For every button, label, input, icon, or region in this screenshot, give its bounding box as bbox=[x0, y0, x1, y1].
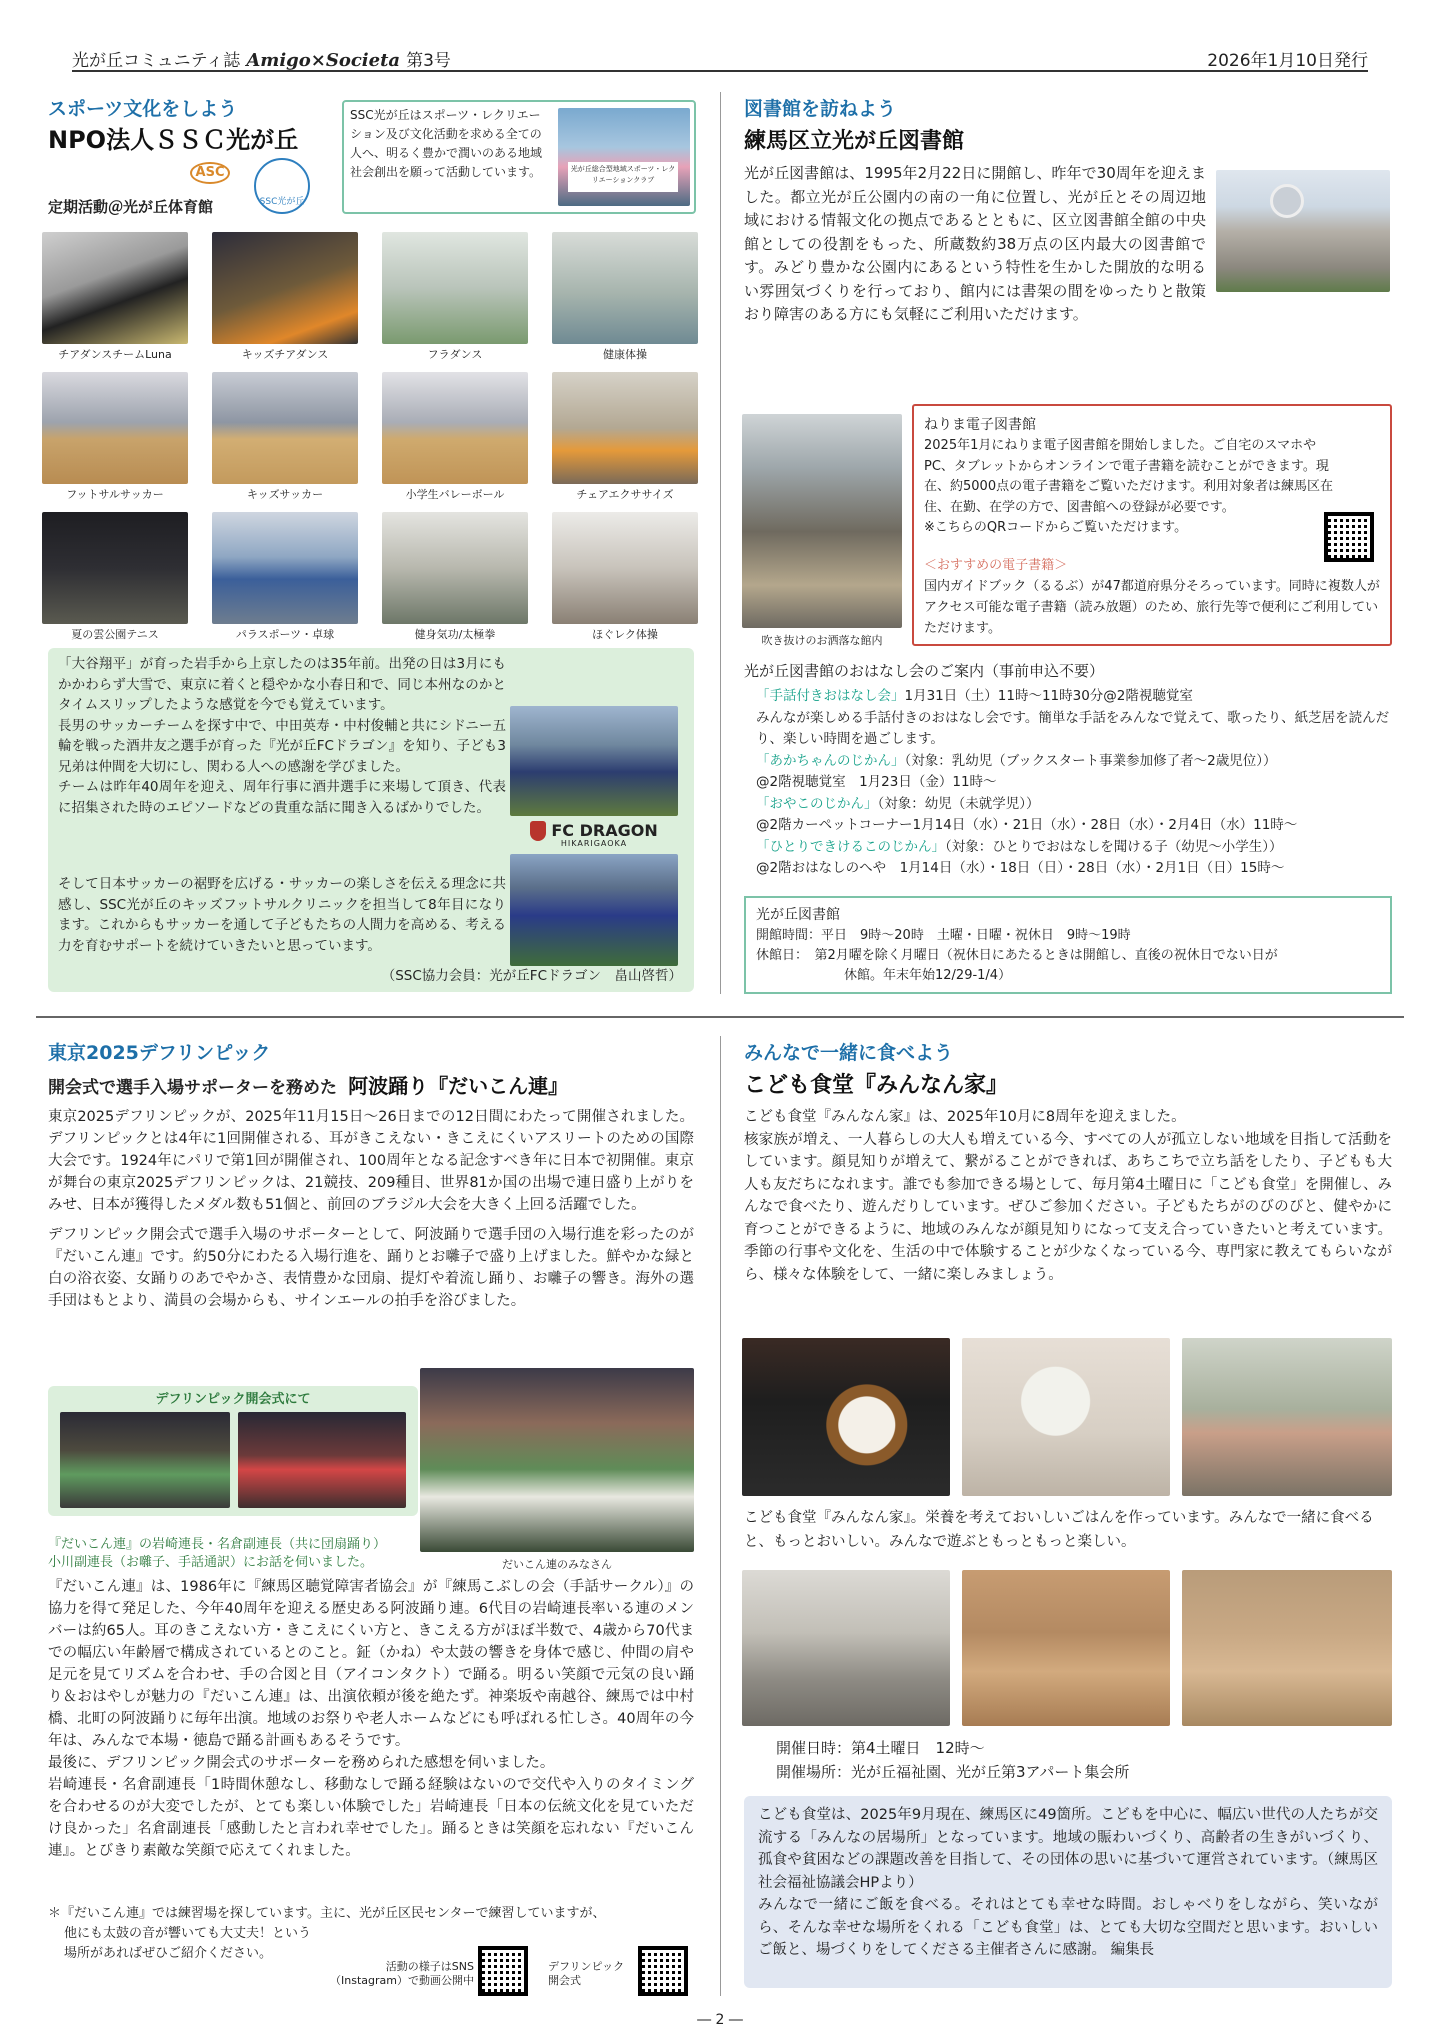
ebook-qr-note: ※こちらのQRコードからご覧いただけます。 bbox=[924, 520, 1188, 535]
deaf-title-main: 阿波踊り『だいこん連』 bbox=[348, 1074, 569, 1098]
ebook-text bbox=[924, 436, 1338, 539]
event-line bbox=[756, 815, 1400, 837]
sports-intro-text: SSC光が丘はスポーツ・レクリエーション及び文化活動を求める全ての人へ、明るく豊かで潤いのある地域社会創出を願って活動しています。 bbox=[350, 108, 543, 179]
deaf-paragraph-2: デフリンピック開会式で選手入場のサポーターとして、阿波踊りで選手団の入場行進を彩ったのが『だいこん連』です。約50分にわたる入場行進を、踊りとお囃子で盛り上げました。鮮やかな緑と白の浴衣姿、女踊りのあでやかさ、表情豊かな団扇、提灯や着流し踊り、お囃子の響き。海外の選手団はもとより、満員の会場からも、サインエールの拍手を浴びました。 bbox=[48, 1227, 694, 1309]
kids-play-photo-1 bbox=[962, 1570, 1170, 1726]
ssc-logo-text: SSC光が丘 bbox=[259, 197, 305, 207]
header-left bbox=[72, 46, 451, 71]
story-paragraph-2: 長男のサッカーチームを探す中で、中田英寿・中村俊輔と共にシドニー五輪を戦った酒井友之選手が育った『光が丘FCドラゴン』を知り、子ども3兄弟は仲間を大切にし、関わる人への感謝を学びました。 bbox=[58, 717, 506, 775]
interview-caption-1: 『だいこん連』の岩崎連長・名倉副連長（共に団扇踊り） bbox=[48, 1537, 387, 1552]
fc-dragon-story-box bbox=[48, 648, 694, 992]
ebook-text-body: 2025年1月にねりま電子図書館を開始しました。ご自宅のスマホやPC、タブレットからオンラインで電子書籍を読むことができます。現在、約5000点の電子書籍をご覧いただけます。利用対象者は練馬区在住、在勤、在学の方で、図書館への登録が必要です。 bbox=[924, 438, 1334, 515]
deaf-category: 東京2025デフリンピック bbox=[48, 1042, 271, 1064]
deaf-paragraph-1: 東京2025デフリンピックが、2025年11月15日～26日までの12日間にわたって開催されました。デフリンピックとは4年に1回開催される、耳がきこえない・きこえにくいアスリートのための国際大会です。1924年にパリで第1回が開催され、100周年となる記念すべき年に日本で初開催。東京が舞台の東京2025デフリンピックは、21競技、209種目、世界81か国の出場で連日盛り上がりをみせ、日本が獲得したメダル数も51個と、前回のブラジル大会を大きく上回る活躍でした。 bbox=[48, 1109, 694, 1213]
kids-dining-photo bbox=[742, 1570, 950, 1726]
ssc-banner: 光が丘総合型地域スポーツ・レクリエーションクラブ bbox=[568, 162, 678, 192]
caption-chair-exercise: チェアエクササイズ bbox=[576, 488, 674, 501]
photo-kids-soccer bbox=[212, 372, 358, 484]
library-events-title: 光が丘図書館のおはなし会のご案内（事前申込不要） bbox=[744, 662, 1105, 680]
ceremony-photo-box bbox=[48, 1386, 418, 1516]
fc-dragon-crest-icon bbox=[530, 821, 546, 841]
kids-info-paragraph-2: みんなで一緒にご飯を食べる。それはとても幸せな時間。おしゃべりをしながら、笑いながら、そんな幸せな場所をくれる「こども食堂」は、とても大切な空間だと思います。おいしいご飯と、場づくりをしてくださる主催者さんに感謝。 編集長 bbox=[758, 1897, 1378, 1958]
magazine-name: 光が丘コミュニティ誌 bbox=[72, 51, 241, 71]
deaf-paragraph-3: 『だいこん連』は、1986年に『練馬区聴覚障害者協会』が『練馬こぶしの会（手話サークル）』の協力を得て発足した、今年40周年を迎える歴史ある阿波踊り連。6代目の岩崎連長率いる連のメンバーは約65人。耳のきこえない方・きこえにくい方と、きこえる方がほぼ半数で、4歳から70代までの幅広い年齢層で構成されているとのこと。鉦（かね）や太鼓の響きを身体で感じ、仲間の肩や足元を見てリズムを合わせ、手の合図と目（アイコンタクト）で踊る。明るい笑顔で元気の良い踊り＆おはやしが魅力の『だいこん連』は、出演依頼が後を絶たず。神楽坂や南越谷、練馬では中村橋、北町の阿波踊りに毎年出演。地域のお祭りや老人ホームなどにも呼ばれる忙しさ。40周年の今年は、みんなで本場・徳島で踊る計画もあるそうです。 bbox=[48, 1579, 694, 1749]
sports-title: NPO法人ＳＳＣ光が丘 bbox=[48, 126, 299, 154]
kids-play-photo-2 bbox=[1182, 1570, 1392, 1726]
deaf-story bbox=[48, 1576, 694, 1862]
deaf-paragraph-4: 最後に、デフリンピック開会式のサポーターを務められた感想を伺いました。 bbox=[48, 1755, 555, 1771]
magazine-logo: Amigo×Societa bbox=[246, 50, 401, 71]
library-hours: 開館時間：平日 9時～20時 土曜・日曜・祝休日 9時～19時 bbox=[756, 928, 1131, 943]
ceremony-photo-2 bbox=[238, 1412, 406, 1508]
deaf-title-pre: 開会式で選手入場サポーターを務めた bbox=[48, 1078, 337, 1098]
story-paragraph-4: そして日本サッカーの裾野を広げる・サッカーの楽しさを伝える理念に共感し、SSC光が丘のキッズフットサルクリニックを担当して8年目になります。これからもサッカーを通して子どもたちの人間力を高める、考える力を育むサポートを続けていきたいと思っています。 bbox=[58, 876, 506, 954]
library-body bbox=[744, 162, 1394, 303]
caption-volleyball: 小学生バレーボール bbox=[405, 488, 505, 501]
photo-tennis bbox=[42, 512, 188, 624]
event-detail: （対象：乳幼児（ブックスタート事業参加修了者～2歳児位）） bbox=[904, 752, 1277, 769]
photo-table-tennis bbox=[212, 512, 358, 624]
photo-kids-cheer bbox=[212, 232, 358, 344]
event-name: 「あかちゃんのじかん」 bbox=[756, 752, 905, 769]
sports-photo-grid bbox=[42, 232, 698, 641]
photo-exercise bbox=[552, 232, 698, 344]
caption-kids-cheer: キッズチアダンス bbox=[241, 348, 329, 361]
kids-photo-caption: こども食堂『みんなん家』。栄養を考えておいしいごはんを作っています。みんなで一緒に食べると、もっとおいしい。みんなで遊ぶともっともっと楽しい。 bbox=[744, 1510, 1374, 1550]
photo-hula bbox=[382, 232, 528, 344]
fc-dragon-logo-text: FC DRAGON bbox=[551, 821, 658, 840]
event-name: 「手話付きおはなし会」 bbox=[756, 688, 905, 704]
caption-hula: フラダンス bbox=[427, 348, 483, 361]
ssc-group-photo bbox=[558, 108, 690, 206]
daikon-group-caption: だいこん連のみなさん bbox=[502, 1558, 612, 1571]
caption-tennis: 夏の雲公園テニス bbox=[71, 628, 159, 641]
ebook-title: ねりま電子図書館 bbox=[924, 417, 1036, 433]
sports-subtitle: 定期活動＠光が丘体育館 bbox=[48, 198, 214, 216]
story-paragraph-1: 「大谷翔平」が育った岩手から上京したのは35年前。出発の日は3月にもかかわらず大雪で、東京に着くと穏やかな小春日和で、同じ本州なのかとタイムスリップしたような感覚を今でも覚えています。 bbox=[58, 656, 506, 713]
column-divider-top bbox=[720, 92, 721, 994]
kids-food-photo-2 bbox=[962, 1338, 1170, 1496]
fc-dragon-story bbox=[58, 654, 506, 818]
kids-info-text bbox=[758, 1804, 1378, 1962]
ebook-recommend-label: ＜おすすめの電子書籍＞ bbox=[924, 558, 1068, 573]
asc-badge: ASC bbox=[190, 162, 230, 184]
photo-futsal bbox=[42, 372, 188, 484]
deaf-qr-code[interactable] bbox=[638, 1946, 688, 1996]
library-body-text-part2 bbox=[744, 303, 1394, 399]
library-info-title: 光が丘図書館 bbox=[756, 907, 840, 923]
page-number: ― 2 ― bbox=[697, 2012, 743, 2028]
kids-cooking-photo bbox=[1182, 1338, 1392, 1496]
event-detail: @2階おはなしのへや 1月14日（水）・18日（日）・28日（水）・2月1日（日）15時～ bbox=[756, 860, 1285, 876]
library-category: 図書館を訪ねよう bbox=[744, 98, 897, 120]
deaf-paragraph-5: 岩崎連長・名倉副連長「1時間休憩なし、移動なしで踊る経験はないので交代や入りのタイミングを合わせるのが大変でしたが、とても楽しい体験でした」岩崎連長「日本の伝統文化を見ていただけ良かった」名倉副連長「感動したと言われ幸せでした」。踊るときは笑顔を忘れない『だいこん連』。とびきり素敵な笑顔で応えてくれました。 bbox=[48, 1777, 694, 1859]
issue-date: 2026年1月10日発行 bbox=[1207, 51, 1368, 71]
section-divider bbox=[36, 1016, 1404, 1018]
sns-qr-label-2: （Instagram）で動画公開中 bbox=[330, 1974, 474, 1987]
library-body-text-part1: 光が丘図書館は、1995年2月22日に開館し、昨年で30周年を迎えました。都立光が丘公園内の南の一角に位置し、光が丘とその周辺地域における情報文化の拠点であるとともに、区立図書館全館の中央館としての役割をもった、所蔵数約38万点の区内最大の図書館です。みどり豊かな公園内にあるという特性を生かした開放的な明るい雰囲気づくりを行っており、館内には書架の間をゆったりと散策 bbox=[744, 164, 1206, 300]
library-interior-photo bbox=[742, 414, 902, 628]
caption-kids-soccer: キッズサッカー bbox=[246, 488, 324, 501]
sns-qr-code[interactable] bbox=[478, 1946, 528, 1996]
event-line bbox=[756, 837, 1400, 859]
event-line bbox=[756, 708, 1400, 751]
caption-table-tennis: パラスポーツ・卓球 bbox=[235, 628, 335, 641]
caption-exercise: 健康体操 bbox=[603, 348, 647, 361]
library-closed: 休館日： 第2月曜を除く月曜日（祝休日にあたるときは開館し、直後の祝休日でない日が bbox=[756, 948, 1278, 963]
kids-schedule-time: 開催日時：第4土曜日 12時～ bbox=[776, 1739, 985, 1757]
deaf-qr-label bbox=[548, 1960, 624, 1988]
event-line bbox=[756, 772, 1400, 794]
caption-futsal: フットサルサッカー bbox=[66, 488, 164, 501]
library-events-list bbox=[756, 686, 1400, 880]
ebook-box bbox=[912, 404, 1392, 646]
ebook-recommend-text: 国内ガイドブック（るるぶ）が47都道府県分そろっています。同時に複数人がアクセス可能な電子書籍（読み放題）のため、旅行先等で便利にご利用していただけます。 bbox=[924, 579, 1380, 636]
practice-note-1: ＊『だいこん連』では練習場を探しています。主に、光が丘区民センターで練習していますが、 bbox=[48, 1906, 606, 1921]
event-name: 「おやこのじかん」 bbox=[756, 795, 878, 812]
ceremony-label: デフリンピック開会式にて bbox=[155, 1392, 311, 1407]
caption-taichi: 健身気功/太極拳 bbox=[414, 628, 496, 641]
library-closed-cont: 休館。年末年始12/29-1/4） bbox=[844, 968, 1012, 983]
practice-note-3: 場所があればぜひご紹介ください。 bbox=[64, 1946, 273, 1961]
event-detail: 1月31日（土）11時～11時30分@2階視聴覚室 bbox=[904, 688, 1193, 704]
kids-info-paragraph-1: こども食堂は、2025年9月現在、練馬区に49箇所。こどもを中心に、幅広い世代の人たちが交流する「みんなの居場所」となっています。地域の賑わいづくり、高齢者の生きがいづくり、孤食や貧困などの課題改善を目指して、その団体の思いに基づいて運営されています。（練馬区社会福祉協議会HPより） bbox=[758, 1807, 1378, 1891]
daikon-group-photo bbox=[420, 1368, 694, 1552]
photo-hogurec bbox=[552, 512, 698, 624]
column-divider-bottom bbox=[720, 1036, 721, 1996]
event-detail: みんなが楽しめる手話付きのおはなし会です。簡単な手話をみんなで覚えて、歌ったり、紙芝居を読んだり、楽しい時間を過ごします。 bbox=[756, 709, 1390, 747]
event-line bbox=[756, 794, 1400, 816]
library-interior-caption: 吹き抜けのお洒落な館内 bbox=[761, 634, 883, 647]
story-paragraph-3: チームは昨年40周年を迎え、周年行事に酒井選手に来場して頂き、代表に招集された時のエピソードなどの貴重な話に聞き入るばかりでした。 bbox=[58, 779, 506, 816]
deaf-intro bbox=[48, 1106, 694, 1312]
fc-dragon-logo bbox=[510, 820, 678, 850]
event-detail: @2階カーペットコーナー1月14日（水）・21日（水）・28日（水）・2月4日（水）11時～ bbox=[756, 817, 1298, 833]
library-info-box bbox=[744, 896, 1392, 994]
ssc-logo bbox=[254, 158, 310, 214]
ebook-qr-code[interactable] bbox=[1324, 512, 1374, 562]
event-name: 「ひとりできけるこのじかん」 bbox=[756, 838, 945, 855]
photo-chair-exercise bbox=[552, 372, 698, 484]
sports-intro-box bbox=[342, 100, 696, 214]
kids-paragraph-1: こども食堂『みんなん家』は、2025年10月に8周年を迎えました。 bbox=[744, 1109, 1186, 1125]
kids-body bbox=[744, 1106, 1392, 1286]
interview-caption-2: 小川副連長（お囃子、手話通訳）にお話を伺いました。 bbox=[48, 1555, 374, 1570]
caption-hogurec: ほぐレク体操 bbox=[592, 628, 658, 641]
ceremony-photo-1 bbox=[60, 1412, 230, 1508]
caption-cheer: チアダンスチームLuna bbox=[58, 348, 172, 361]
event-detail: （対象：ひとりでおはなしを聞ける子（幼児～小学生）） bbox=[945, 838, 1283, 855]
fc-dragon-logo-sub: HIKARIGAOKA bbox=[560, 838, 628, 848]
event-line bbox=[756, 858, 1400, 880]
event-detail: @2階視聴覚室 1月23日（金）11時～ bbox=[756, 774, 997, 790]
deaf-title bbox=[48, 1070, 568, 1099]
fc-dragon-story-cont bbox=[58, 874, 506, 956]
fc-dragon-photo-2 bbox=[510, 854, 678, 966]
practice-note-2: 他にも太鼓の音が響いても大丈夫！という bbox=[64, 1926, 312, 1941]
issue-number: 第3号 bbox=[406, 51, 451, 71]
story-signature: （SSC協力会員：光が丘FCドラゴン 畠山啓哲） bbox=[381, 968, 682, 984]
photo-volleyball bbox=[382, 372, 528, 484]
event-line bbox=[756, 686, 1400, 708]
kids-info-box bbox=[744, 1796, 1392, 1988]
photo-cheer bbox=[42, 232, 188, 344]
photo-taichi bbox=[382, 512, 528, 624]
sports-category: スポーツ文化をしよう bbox=[48, 98, 238, 120]
deaf-qr-label-1: デフリンピック bbox=[548, 1960, 625, 1973]
library-body-text-cont: おり障害のある方にも気軽にご利用いただけます。 bbox=[744, 305, 1088, 323]
library-title: 練馬区立光が丘図書館 bbox=[744, 129, 965, 154]
page-header bbox=[72, 40, 1368, 72]
kids-category: みんなで一緒に食べよう bbox=[744, 1042, 954, 1064]
kids-food-photo-1 bbox=[742, 1338, 950, 1496]
fc-dragon-photo-1 bbox=[510, 706, 678, 816]
event-line bbox=[756, 751, 1400, 773]
kids-schedule-place: 開催場所：光が丘福祉園、光が丘第3アパート集会所 bbox=[776, 1763, 1130, 1781]
sns-qr-label-1: 活動の様子はSNS bbox=[385, 1960, 474, 1973]
deaf-qr-label-2: 開会式 bbox=[548, 1974, 581, 1987]
kids-schedule bbox=[776, 1736, 1129, 1784]
library-info-text bbox=[756, 926, 1278, 986]
interview-caption bbox=[48, 1536, 386, 1572]
kids-title: こども食堂『みんなん家』 bbox=[744, 1073, 1009, 1098]
event-detail: （対象：幼児（未就学児）） bbox=[877, 795, 1040, 812]
sns-qr-label bbox=[330, 1960, 474, 1988]
kids-paragraph-2: 核家族が増え、一人暮らしの大人も増えている今、すべての人が孤立しない地域を目指して活動をしています。顔見知りが増えて、繋がることができれば、あちこちで立ち話をしたり、子どもも大人も友だちになれます。誰でも参加できる場として、毎月第4土曜日に「こども食堂」を開催し、みんなで食べたり、遊んだりしています。ぜひご参加ください。子どもたちがのびのびと、健やかに育つことができるように、地域のみんなが顔見知りになって支え合っていきたいと考えています。季節の行事や文化を、生活の中で体験することが少なくなっている今、専門家に教えてもらいながら、様々な体験をして、一緒に楽しみましょう。 bbox=[744, 1131, 1392, 1283]
